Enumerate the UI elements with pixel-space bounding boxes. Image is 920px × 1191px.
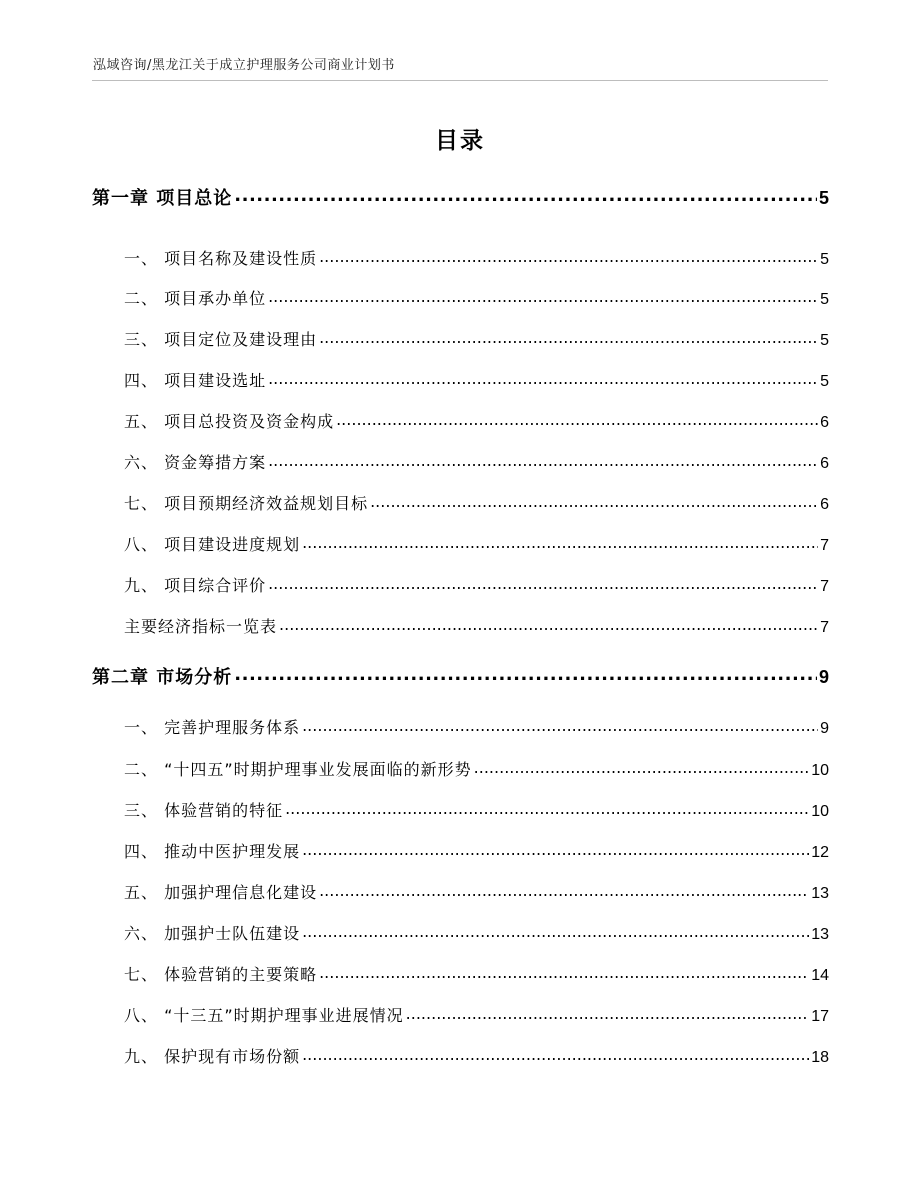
toc-section-entry[interactable]: [92, 1044, 829, 1067]
dot-leader: [370, 493, 818, 509]
toc-entry-label: 九、 项目综合评价: [124, 576, 267, 595]
toc-entry-label: 六、 资金筹措方案: [124, 453, 267, 472]
toc-entry-page-number: 12: [811, 844, 829, 861]
toc-entry-page-number: 18: [811, 1049, 829, 1066]
toc-section-entry[interactable]: [92, 880, 829, 903]
toc-section-entry[interactable]: [92, 409, 829, 432]
toc-entry-label: 三、 项目定位及建设理由: [124, 330, 318, 349]
toc-entry-label: 九、 保护现有市场份额: [124, 1047, 301, 1066]
toc-entry-label: 八、 项目建设进度规划: [124, 535, 301, 554]
toc-entry-page-number: 17: [811, 1008, 829, 1025]
toc-entry-label: 四、 推动中医护理发展: [124, 842, 301, 861]
dot-leader: [268, 575, 818, 591]
toc-section-entry[interactable]: [92, 532, 829, 555]
toc-entry-page-number: 10: [811, 762, 829, 779]
toc-section-entry[interactable]: [92, 368, 829, 391]
toc-entry-page-number: 13: [811, 926, 829, 943]
toc-section-entry[interactable]: [92, 921, 829, 944]
toc-section-entry[interactable]: [92, 757, 829, 780]
toc-entry-page-number: 7: [820, 619, 829, 636]
toc-entry-label: 一、 项目名称及建设性质: [124, 249, 318, 268]
toc-entry-label: 五、 加强护理信息化建设: [124, 883, 318, 902]
toc-entry-page-number: 7: [820, 537, 829, 554]
toc-entry-label: 七、 体验营销的主要策略: [124, 965, 318, 984]
toc-section-entry[interactable]: [92, 491, 829, 514]
toc-entry-page-number: 5: [820, 332, 829, 349]
toc-entry-page-number: 9: [820, 720, 829, 737]
toc-entry-page-number: 6: [820, 414, 829, 431]
toc-section-entry[interactable]: [92, 962, 829, 985]
toc-entry-label: 七、 项目预期经济效益规划目标: [124, 494, 369, 513]
dot-leader: [302, 717, 818, 733]
toc-entry-page-number: 7: [820, 578, 829, 595]
dot-leader: [302, 841, 809, 857]
toc-entry-page-number: 5: [820, 291, 829, 308]
dot-leader: [319, 329, 818, 345]
running-header: 泓域咨询/黑龙江关于成立护理服务公司商业计划书: [93, 58, 395, 73]
toc-entry-label: 八、 “十三五”时期护理事业进展情况: [124, 1006, 404, 1025]
toc-section-entry[interactable]: [92, 327, 829, 350]
toc-chapter-entry[interactable]: [92, 184, 829, 210]
toc-entry-label: 三、 体验营销的特征: [124, 801, 284, 820]
toc-entry-label: 四、 项目建设选址: [124, 371, 267, 390]
toc-entry-page-number: 10: [811, 803, 829, 820]
toc-section-entry[interactable]: [92, 1003, 829, 1026]
toc-title: 目录: [435, 128, 485, 154]
toc-entry-label: 二、 项目承办单位: [124, 289, 267, 308]
dot-leader: [234, 186, 817, 204]
toc-entry-label: 主要经济指标一览表: [124, 617, 278, 636]
dot-leader: [234, 665, 817, 683]
toc-section-entry[interactable]: [92, 246, 829, 269]
toc-entry-page-number: 9: [818, 667, 829, 687]
toc-entry-page-number: 6: [820, 496, 829, 513]
dot-leader: [336, 411, 818, 427]
toc-entry-label: 一、 完善护理服务体系: [124, 718, 301, 737]
dot-leader: [285, 800, 809, 816]
dot-leader: [302, 534, 818, 550]
toc-entry-page-number: 5: [818, 188, 829, 208]
toc-entry-label: 第二章 市场分析: [92, 667, 233, 688]
dot-leader: [319, 882, 809, 898]
toc-entry-page-number: 5: [820, 251, 829, 268]
header-rule: [92, 80, 828, 81]
dot-leader: [319, 964, 809, 980]
toc-section-entry[interactable]: [92, 715, 829, 738]
toc-entry-page-number: 14: [811, 967, 829, 984]
toc-section-entry[interactable]: [92, 573, 829, 596]
toc-entry-label: 五、 项目总投资及资金构成: [124, 412, 335, 431]
dot-leader: [319, 248, 818, 264]
toc-entry-label: 六、 加强护士队伍建设: [124, 924, 301, 943]
dot-leader: [302, 923, 809, 939]
toc-section-entry[interactable]: [92, 839, 829, 862]
toc-section-entry[interactable]: [92, 450, 829, 473]
dot-leader: [302, 1046, 809, 1062]
toc-entry-page-number: 5: [820, 373, 829, 390]
toc-entry-label: 二、 “十四五”时期护理事业发展面临的新形势: [124, 760, 472, 779]
dot-leader: [268, 370, 818, 386]
toc-section-entry[interactable]: [92, 614, 829, 637]
dot-leader: [268, 288, 818, 304]
toc-section-entry[interactable]: [92, 286, 829, 309]
toc-section-entry[interactable]: [92, 798, 829, 821]
toc-chapter-entry[interactable]: [92, 663, 829, 689]
dot-leader: [474, 759, 810, 775]
toc-entry-label: 第一章 项目总论: [92, 188, 233, 209]
toc-entry-page-number: 13: [811, 885, 829, 902]
dot-leader: [406, 1005, 810, 1021]
dot-leader: [279, 616, 818, 632]
dot-leader: [268, 452, 818, 468]
toc-entry-page-number: 6: [820, 455, 829, 472]
